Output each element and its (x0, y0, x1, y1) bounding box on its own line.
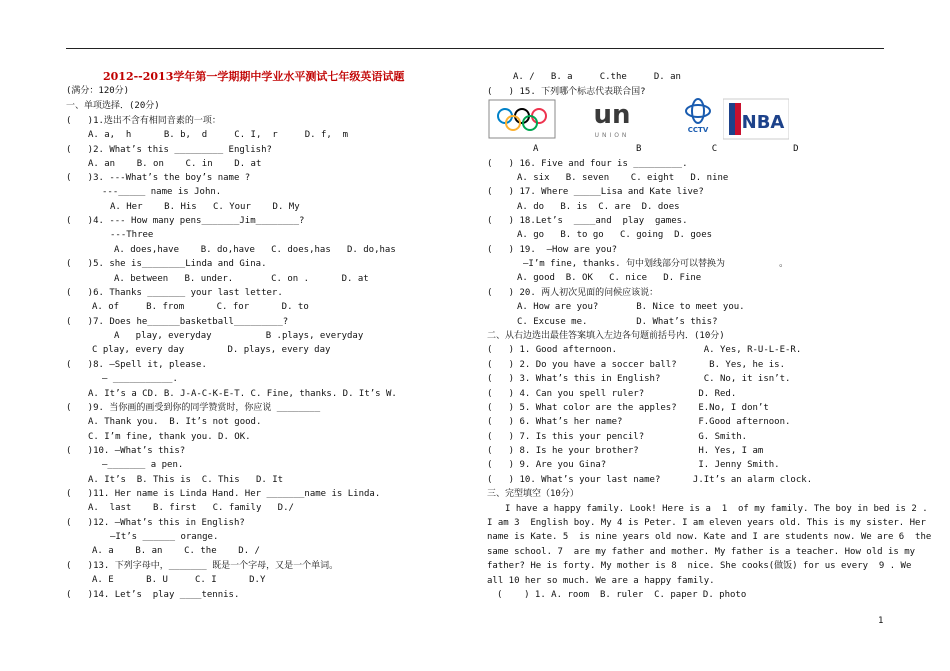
right-column-line: —I’m fine, thanks. 句中划线部分可以替换为 。 (523, 259, 789, 269)
left-column-line: A. Her B. His C. Your D. My (110, 202, 300, 212)
nba-logo (723, 97, 789, 141)
left-column-line: ( )6. Thanks _______ your last letter. (66, 288, 283, 298)
right-column-line: A. six B. seven C. eight D. nine (517, 173, 729, 183)
left-column-line: A. Thank you. B. It’s not good. (88, 417, 262, 427)
right-column-line: A. How are you? B. Nice to meet you. (517, 302, 745, 312)
right-column-line: ( ) 8. Is he your brother? H. Yes, I am (487, 446, 764, 456)
right-column-line: ( ) 1. Good afternoon. A. Yes, R-U-L-E-R. (487, 345, 802, 355)
left-column-line: A play, everyday B .plays, everyday (114, 331, 364, 341)
left-column-line: A. between B. under. C. on . D. at (114, 274, 369, 284)
un-logo-text: un (593, 100, 631, 130)
left-column-line: C. I’m fine, thank you. D. OK. (88, 432, 251, 442)
right-column-line: ( ) 4. Can you spell ruler? D. Red. (487, 389, 737, 399)
page-number: 1 (878, 616, 884, 626)
cctv-logo (683, 97, 713, 141)
left-column-line: —_______ a pen. (102, 460, 184, 470)
left-column-line: A. a, h B. b, d C. I, r D. f, m (88, 130, 349, 140)
left-column-line: A. It’s a CD. B. J-A-C-K-E-T. C. Fine, thanks. D. It’s W. (88, 389, 397, 399)
left-column-line: ( )5. she is________Linda and Gina. (66, 259, 267, 269)
right-column-line: ( ) 3. What’s this in English? C. No, it isn’t. (487, 374, 791, 384)
left-column-line: ( )3. ---What’s the boy’s name ? (66, 173, 251, 183)
right-column-line: ( ) 16. Five and four is _________. (487, 159, 688, 169)
right-column-line: ( ) 10. What’s your last name? J.It’s an alarm clock. (487, 475, 813, 485)
right-column-line: ( ) 6. What’s her name? F.Good afternoon. (487, 417, 791, 427)
left-column-line: A. a B. an C. the D. / (92, 546, 260, 556)
left-column-line: ( )10. —What’s this? (66, 446, 186, 456)
right-column-line: ( ) 18.Let’s ____and play games. (487, 216, 688, 226)
left-column-line: ( )14. Let’s play ____tennis. (66, 590, 240, 600)
un-logo (575, 97, 649, 141)
right-column-line: ( ) 15. 下列哪个标志代表联合国? (487, 87, 646, 97)
right-column-line: ( ) 1. A. room B. ruler C. paper D. photo (497, 590, 747, 600)
left-column-line: ---Three (110, 230, 154, 240)
header-rule (66, 48, 884, 49)
logo-options (488, 97, 818, 141)
left-column-line: 一、单项选择．(20分) (66, 101, 160, 111)
right-column-line: ( ) 7. Is this your pencil? G. Smith. (487, 432, 748, 442)
right-column-line: I am 3 English boy. My 4 is Peter. I am eleven years old. This is my sister. Her (487, 518, 926, 528)
left-column-line: ( )12. —What’s this in English? (66, 518, 245, 528)
left-column-line: — ___________. (102, 374, 178, 384)
left-column-line: A. It’s B. This is C. This D. It (88, 475, 284, 485)
nba-logo-text: NBA (741, 112, 785, 133)
right-column-line: I have a happy family. Look! Here is a 1 of my family. The boy in bed is 2 . (505, 504, 928, 514)
left-column-line: (满分：120分) (66, 86, 130, 96)
left-column-line: A. an B. on C. in D. at (88, 159, 262, 169)
right-column-line: A B C D (533, 144, 799, 154)
right-column-line: A. go B. to go C. going D. goes (517, 230, 713, 240)
right-column-line: C. Excuse me. D. What’s this? (517, 317, 718, 327)
right-column-line: ( ) 5. What color are the apples? E.No, I don’t (487, 403, 769, 413)
left-column-line: ( )7. Does he______basketball_________? (66, 317, 289, 327)
right-column-line: father? He is forty. My mother is 8 nice. She cooks(做饭) for us every 9 . We (487, 561, 912, 571)
page-title: 2012--2013学年第一学期期中学业水平测试七年级英语试题 (103, 70, 405, 83)
right-column-line: 三、完型填空（10分） (487, 489, 579, 499)
left-column-line: ( )13. 下列字母中，_______ 既是一个字母，又是一个单词。 (66, 561, 339, 571)
right-column-line: ( ) 17. Where _____Lisa and Kate live? (487, 187, 704, 197)
left-column-line: ( )8. —Spell it, please. (66, 360, 207, 370)
left-column-line: A. last B. first C. family D./ (88, 503, 294, 513)
right-column-line: A. do B. is C. are D. does (517, 202, 680, 212)
left-column-line: A. of B. from C. for D. to (92, 302, 309, 312)
right-column-line: ( ) 2. Do you have a soccer ball? B. Yes, he is. (487, 360, 786, 370)
left-column-line: ( )9. 当你画的画受到你的同学赞赏时，你应说 ________ (66, 403, 321, 413)
right-column-line: 二、从右边选出最佳答案填入左边各句题前括号内．(10分) (487, 331, 725, 341)
left-column-line: ( )4. --- How many pens_______Jim________? (66, 216, 305, 226)
right-column-line: A. / B. a C.the D. an (513, 72, 681, 82)
right-column-line: A. good B. OK C. nice D. Fine (517, 273, 702, 283)
left-column-line: ( )11. Her name is Linda Hand. Her _______name is Linda. (66, 489, 381, 499)
cctv-logo-text: CCTV (687, 126, 709, 134)
right-column-line: all 10 her so much. We are a happy family. (487, 576, 715, 586)
un-logo-subtext: UNION (594, 132, 630, 139)
left-column-line: A. does,have B. do,have C. does,has D. do,has (114, 245, 396, 255)
right-column-line: ( ) 19. —How are you? (487, 245, 618, 255)
olympic-rings-logo (488, 97, 556, 141)
left-column-line: ( )1.选出不含有相同音素的一项： (66, 116, 221, 126)
right-column-line: name is Kate. 5 is nine years old now. Kate and I are students now. We are 6 the (487, 532, 932, 542)
left-column-line: C play, every day D. plays, every day (92, 345, 331, 355)
left-column-line: ---_____ name is John. (102, 187, 222, 197)
right-column-line: ( ) 9. Are you Gina? I. Jenny Smith. (487, 460, 780, 470)
left-column-line: —It’s ______ orange. (110, 532, 219, 542)
left-column-line: A. E B. U C. I D.Y (92, 575, 266, 585)
right-column-line: same school. 7 are my father and mother. My father is a teacher. How old is my (487, 547, 916, 557)
left-column-line: ( )2. What’s this _________ English? (66, 145, 272, 155)
right-column-line: ( ) 20. 两人初次见面的问候应该说： (487, 288, 659, 298)
